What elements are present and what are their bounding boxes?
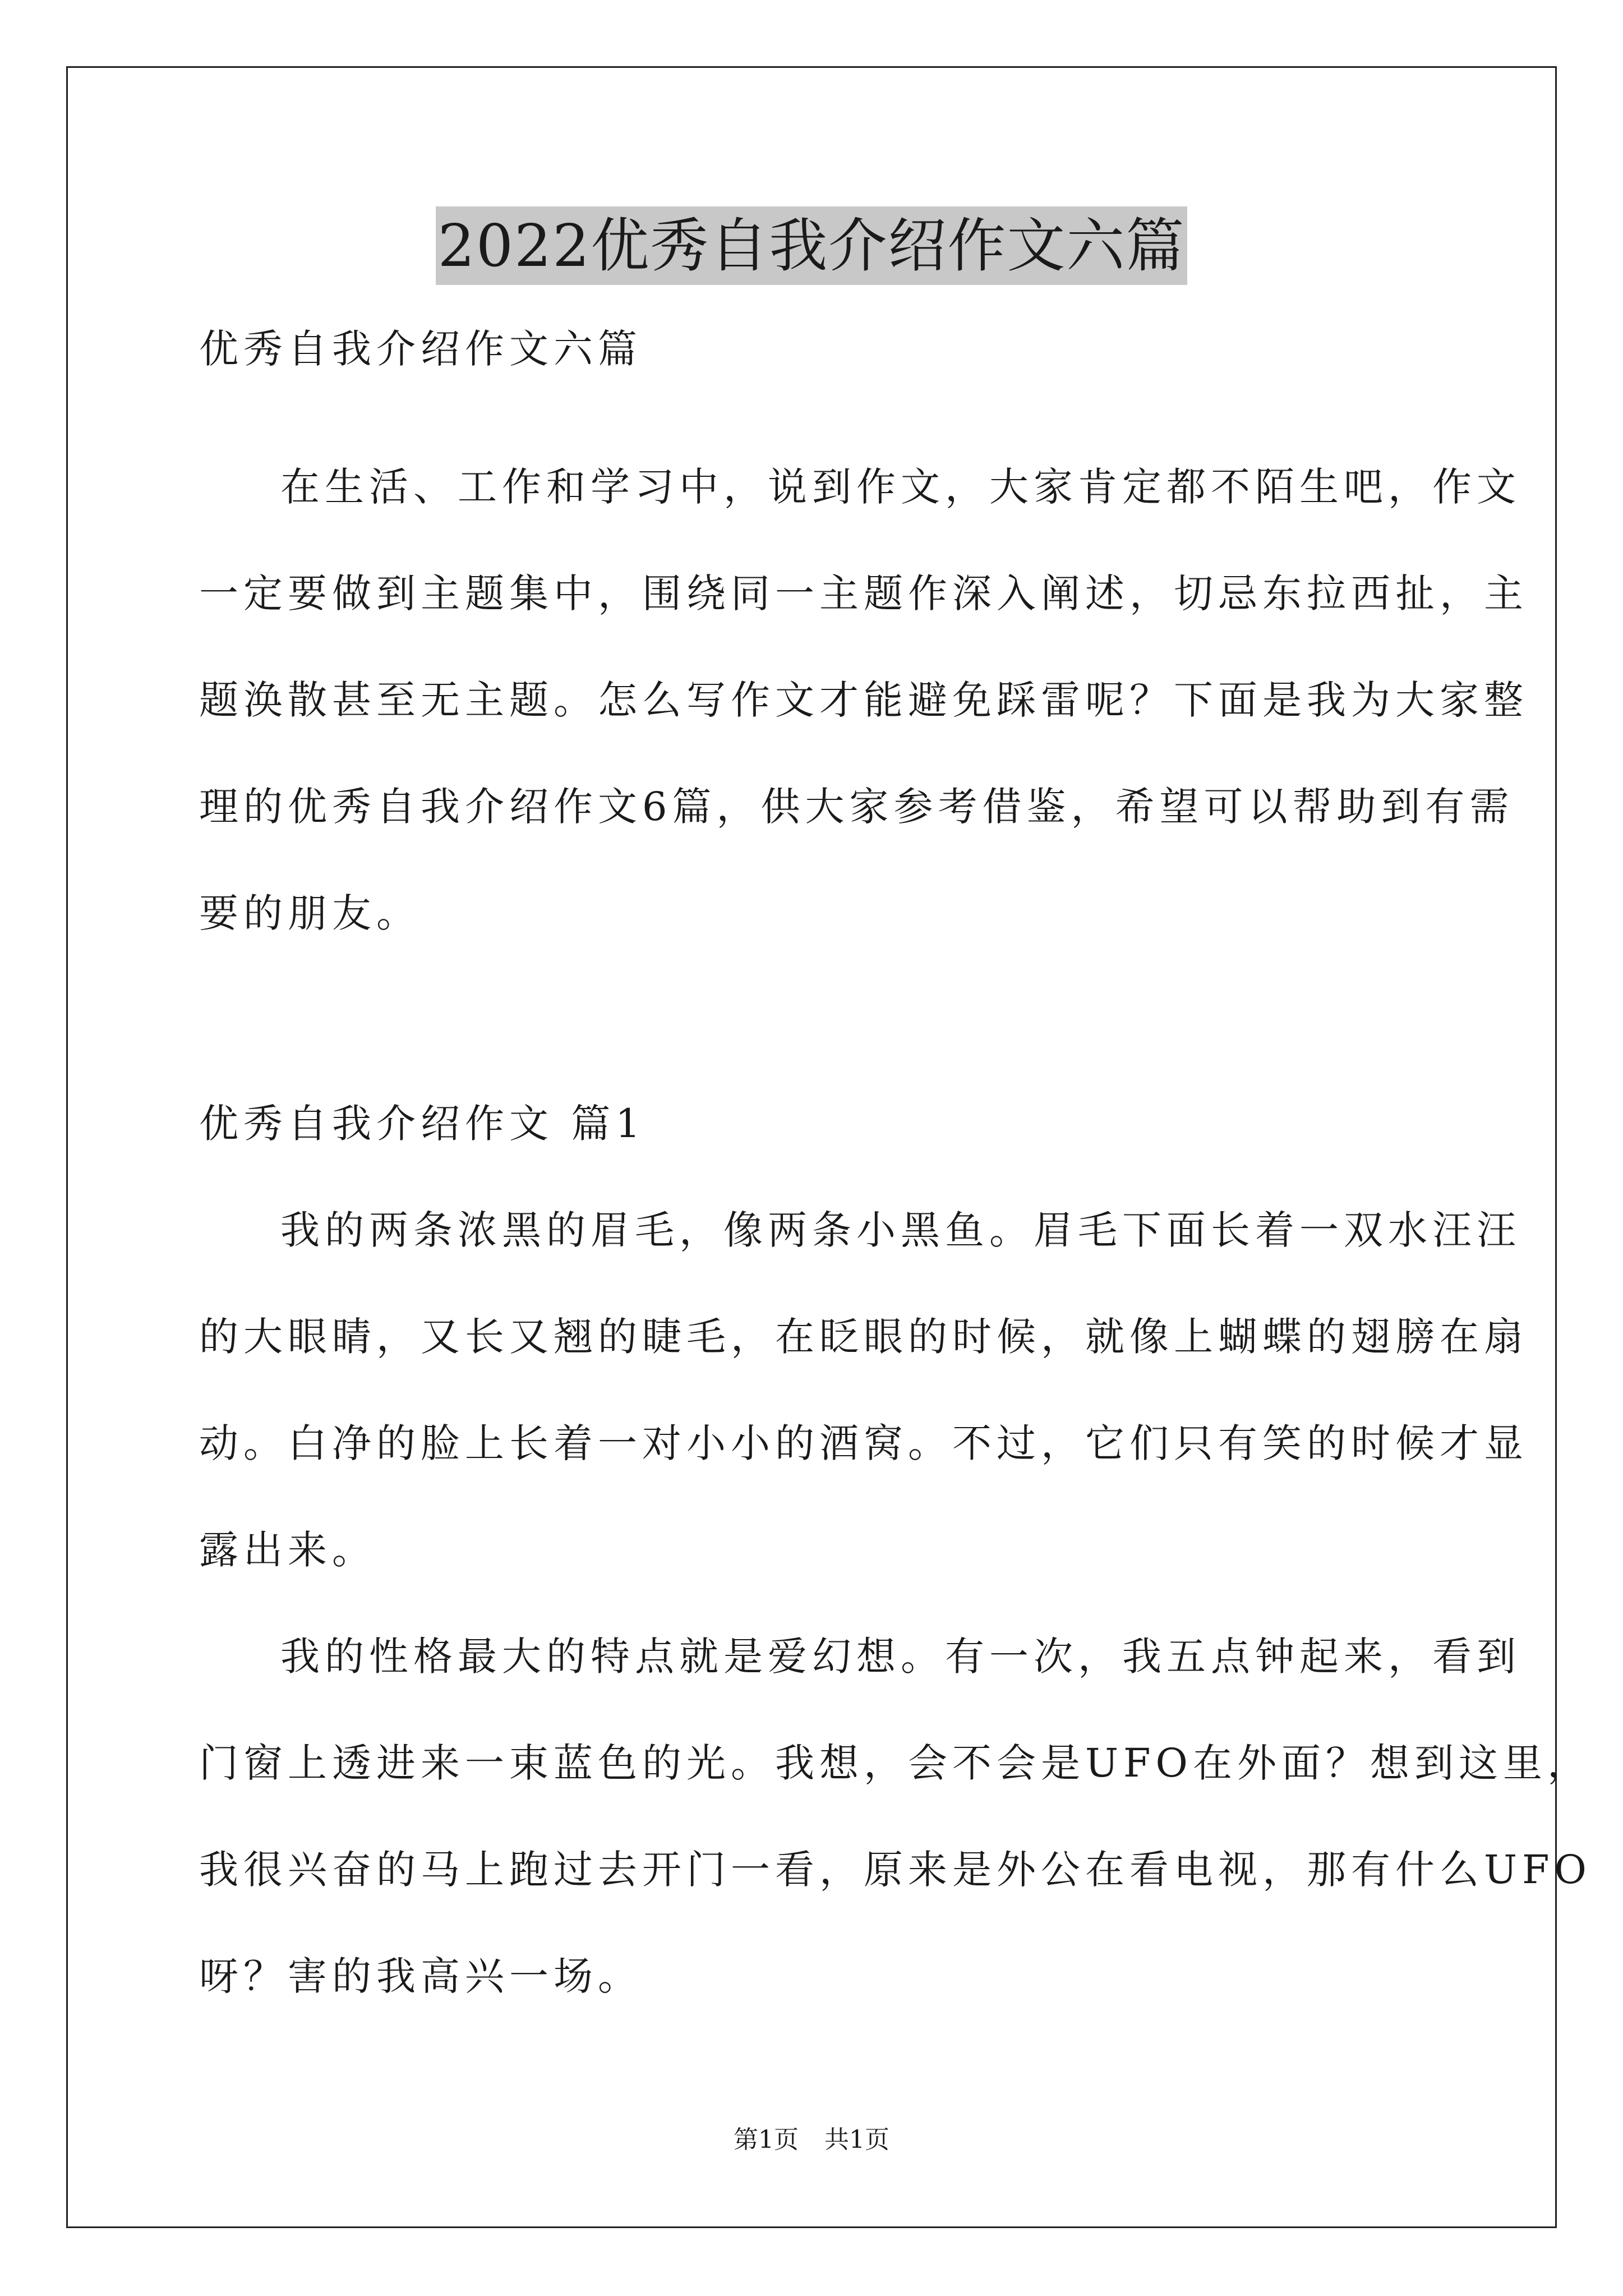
paragraph-line: 露出来。 — [199, 1527, 376, 1573]
document-title: 2022优秀自我介绍作文六篇 — [436, 206, 1188, 285]
paragraph-line: 我的性格最大的特点就是爱幻想。有一次，我五点钟起来，看到 — [280, 1634, 1521, 1680]
page-number: 第1页 — [734, 2125, 799, 2154]
page-total: 共1页 — [824, 2125, 889, 2154]
paragraph-line: 的大眼睛，又长又翘的睫毛，在眨眼的时候，就像上蝴蝶的翅膀在扇 — [199, 1314, 1528, 1360]
page-footer — [0, 2123, 1623, 2157]
intro-line: 一定要做到主题集中，围绕同一主题作深入阐述，切忌东拉西扯，主 — [199, 570, 1528, 616]
paragraph-line: 我很兴奋的马上跑过去开门一看，原来是外公在看电视，那有什么UFO — [199, 1847, 1592, 1893]
paragraph-line: 呀？害的我高兴一场。 — [199, 1953, 642, 1999]
paragraph-line: 我的两条浓黑的眉毛，像两条小黑鱼。眉毛下面长着一双水汪汪 — [280, 1207, 1521, 1253]
intro-line: 理的优秀自我介绍作文6篇，供大家参考借鉴，希望可以帮助到有需 — [199, 784, 1514, 830]
section-heading: 优秀自我介绍作文 篇1 — [199, 1101, 645, 1147]
paragraph-line: 门窗上透进来一束蓝色的光。我想，会不会是UFO在外面？想到这里， — [199, 1740, 1592, 1786]
paragraph-line: 动。白净的脸上长着一对小小的酒窝。不过，它们只有笑的时候才显 — [199, 1420, 1528, 1466]
intro-line: 要的朋友。 — [199, 890, 421, 936]
document-subtitle: 优秀自我介绍作文六篇 — [199, 326, 642, 372]
intro-line: 在生活、工作和学习中，说到作文，大家肯定都不陌生吧，作文 — [280, 464, 1521, 510]
title-container — [0, 206, 1623, 285]
intro-line: 题涣散甚至无主题。怎么写作文才能避免踩雷呢？下面是我为大家整 — [199, 677, 1528, 723]
